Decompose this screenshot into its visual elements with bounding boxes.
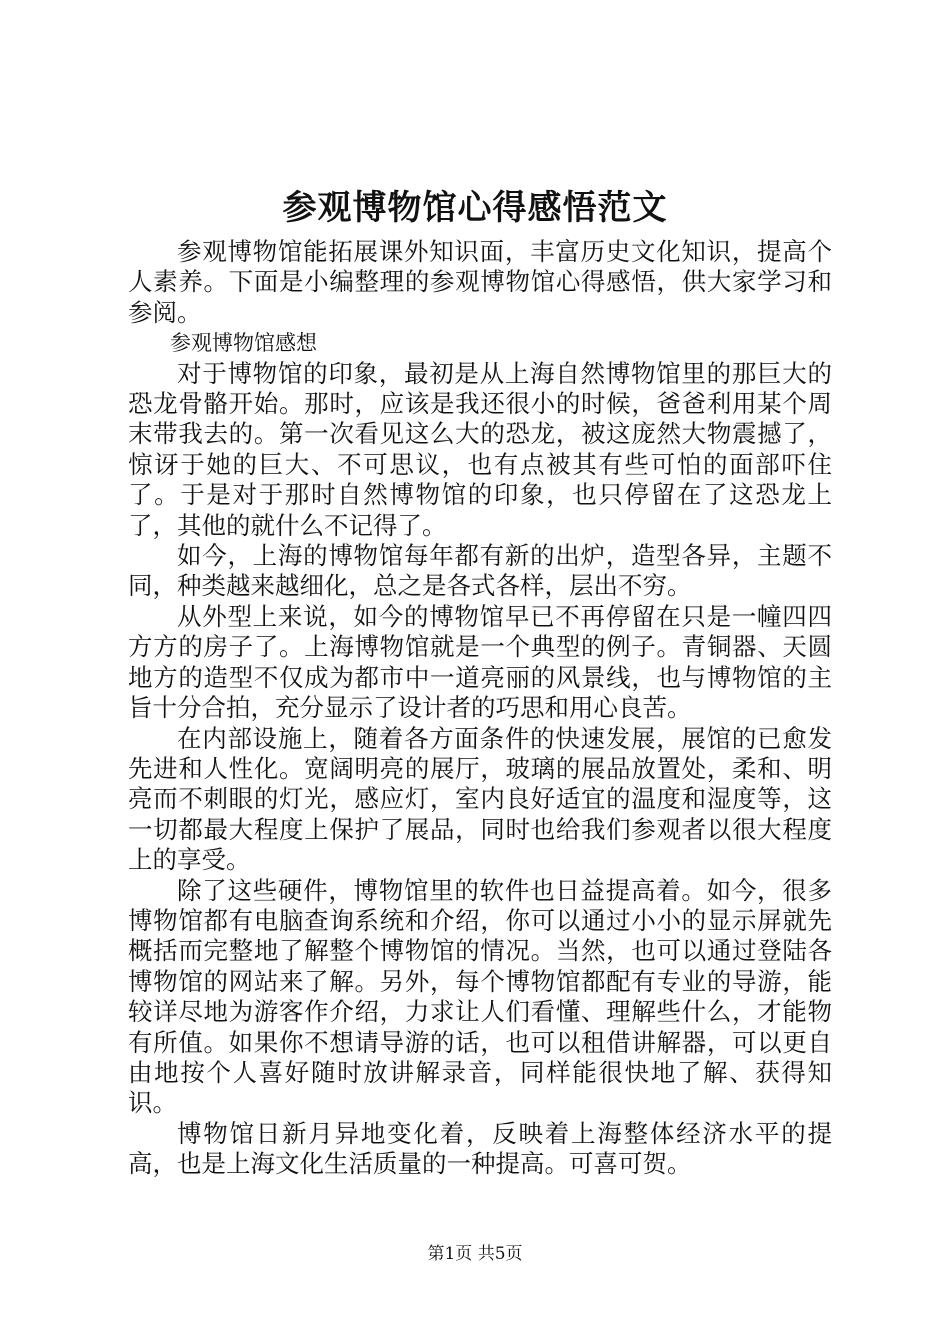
intro-paragraph: 参观博物馆能拓展课外知识面，丰富历史文化知识，提高个人素养。下面是小编整理的参观博物馆心得感悟，供大家学习和参阅。 bbox=[128, 237, 832, 327]
section-heading: 参观博物馆感想 bbox=[170, 331, 317, 356]
body-paragraph: 从外型上来说，如今的博物馆早已不再停留在只是一幢四四方方的房子了。上海博物馆就是一个典型的例子。青铜器、天圆地方的造型不仅成为都市中一道亮丽的风景线，也与博物馆的主旨十分合拍，充分显示了设计者的巧思和用心良苦。 bbox=[128, 601, 832, 723]
body-paragraph: 博物馆日新月异地变化着，反映着上海整体经济水平的提高，也是上海文化生活质量的一种提高。可喜可贺。 bbox=[128, 1118, 832, 1179]
body-paragraph: 对于博物馆的印象，最初是从上海自然博物馆里的那巨大的恐龙骨骼开始。那时，应该是我还很小的时候，爸爸利用某个周末带我去的。第一次看见这么大的恐龙，被这庞然大物震撼了，惊讶于她的巨大、不可思议，也有点被其有些可怕的面部吓住了。于是对于那时自然博物馆的印象，也只停留在了这恐龙上了，其他的就什么不记得了。 bbox=[128, 358, 832, 540]
body-paragraph: 在内部设施上，随着各方面条件的快速发展，展馆的已愈发先进和人性化。宽阔明亮的展厅，玻璃的展品放置处，柔和、明亮而不刺眼的灯光，感应灯，室内良好适宜的温度和湿度等，这一切都最大程度上保护了展品，同时也给我们参观者以很大程度上的享受。 bbox=[128, 723, 832, 875]
document-body bbox=[128, 237, 832, 1180]
body-paragraph: 如今，上海的博物馆每年都有新的出炉，造型各异，主题不同，种类越来越细化，总之是各式各样，层出不穷。 bbox=[128, 541, 832, 601]
document-title: 参观博物馆心得感悟范文 bbox=[282, 188, 668, 228]
body-paragraph: 除了这些硬件，博物馆里的软件也日益提高着。如今，很多博物馆都有电脑查询系统和介绍，你可以通过小小的显示屏就先概括而完整地了解整个博物馆的情况。当然，也可以通过登陆各博物馆的网站来了解。另外，每个博物馆都配有专业的导游，能较详尽地为游客作介绍，力求让人们看懂、理解些什么，才能物有所值。如果你不想请导游的话，也可以租借讲解器，可以更自由地按个人喜好随时放讲解录音，同样能很快地了解、获得知识。 bbox=[128, 875, 832, 1118]
page-number-footer: 第1页 共5页 bbox=[427, 1244, 523, 1264]
